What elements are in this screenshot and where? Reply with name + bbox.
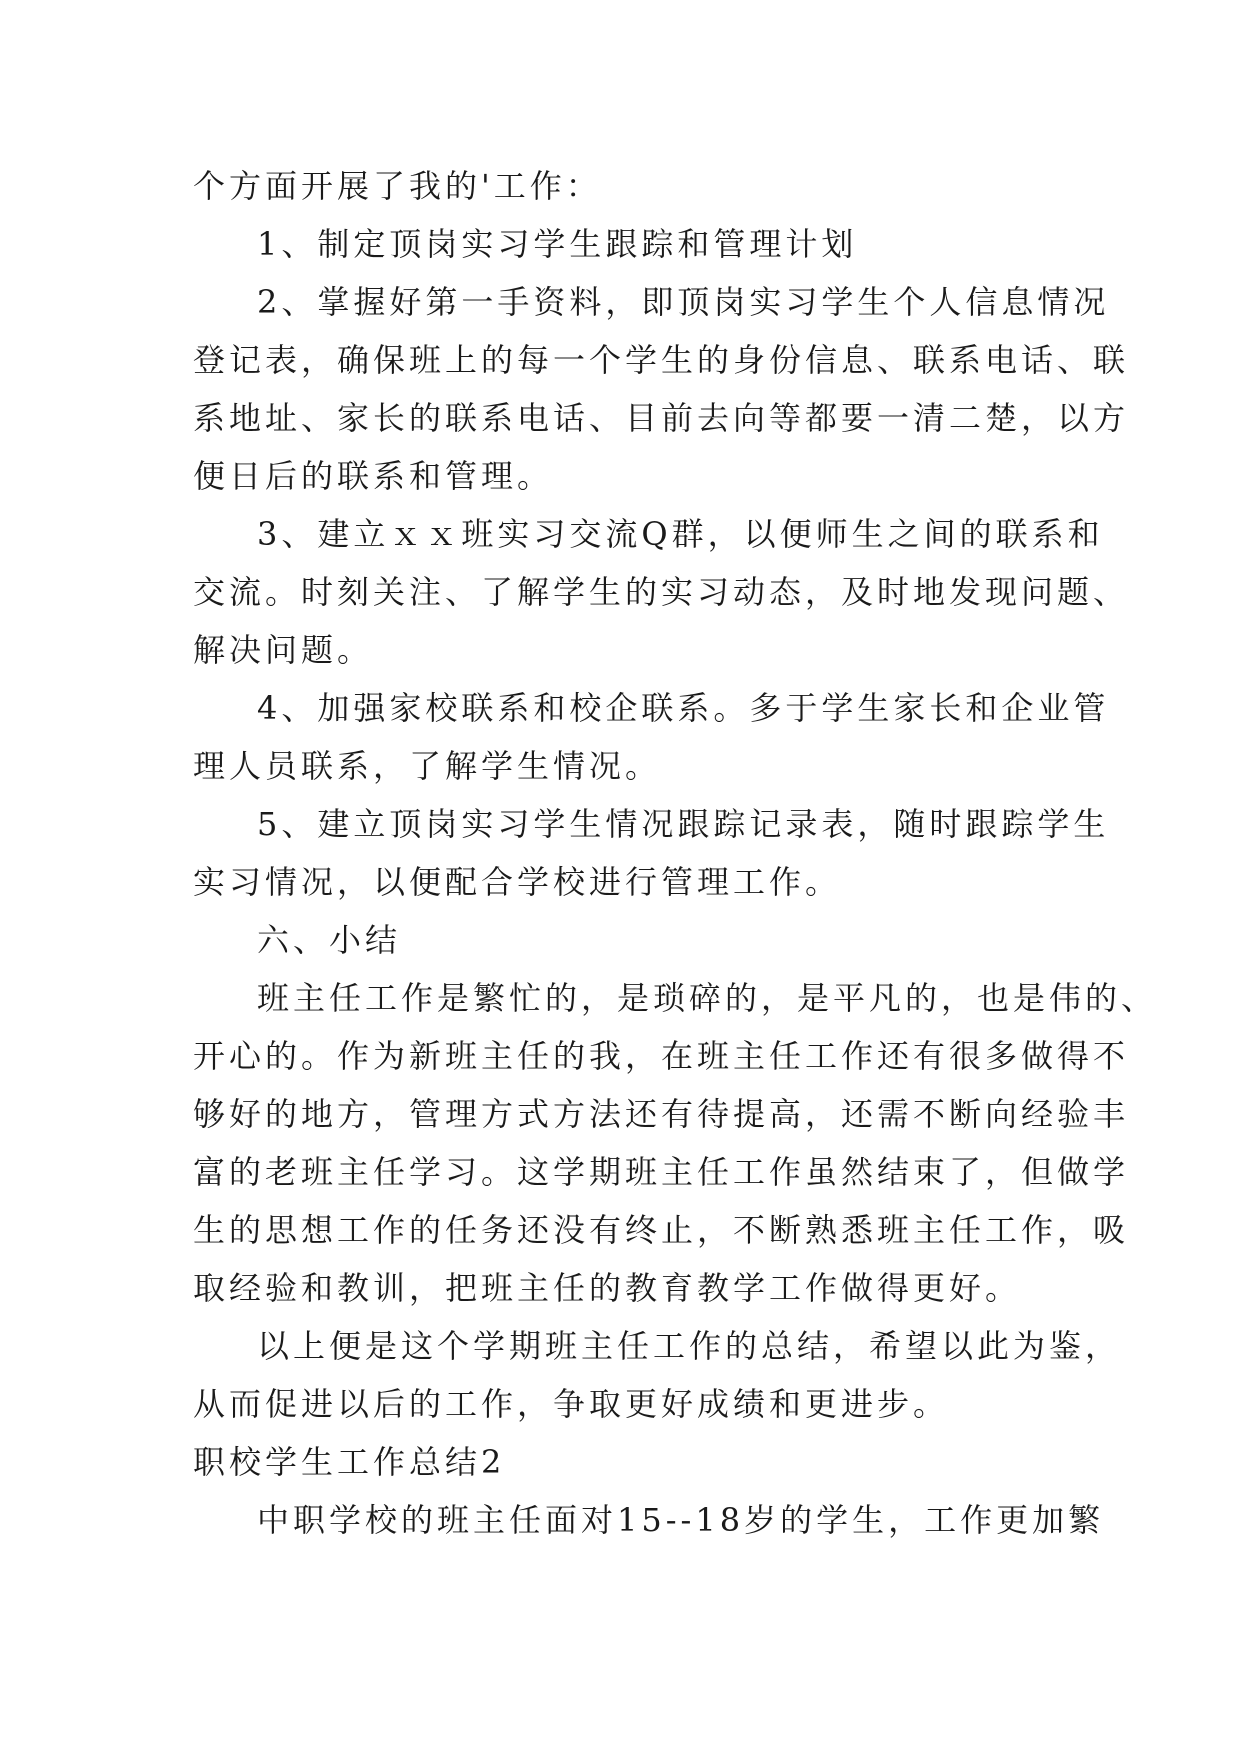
text-line: 5、建立顶岗实习学生情况跟踪记录表，随时跟踪学生 <box>257 805 1110 843</box>
text-line: 富的老班主任学习。这学期班主任工作虽然结束了，但做学 <box>193 1153 1130 1191</box>
text-line: 便日后的联系和管理。 <box>193 457 554 495</box>
text-line: 解决问题。 <box>193 631 374 669</box>
text-line: 实习情况，以便配合学校进行管理工作。 <box>193 863 842 901</box>
text-line: 3、建立ｘｘ班实习交流Q群，以便师生之间的联系和 <box>257 515 1104 553</box>
text-line: 班主任工作是繁忙的，是琐碎的，是平凡的，也是伟的、 <box>257 979 1158 1017</box>
text-line: 交流。时刻关注、了解学生的实习动态，及时地发现问题、 <box>193 573 1130 611</box>
text-line: 取经验和教训，把班主任的教育教学工作做得更好。 <box>193 1269 1022 1307</box>
text-line: 4、加强家校联系和校企联系。多于学生家长和企业管 <box>257 689 1110 727</box>
text-line: 中职学校的班主任面对15--18岁的学生，工作更加繁 <box>257 1501 1105 1539</box>
text-line: 2、掌握好第一手资料，即顶岗实习学生个人信息情况 <box>257 283 1110 321</box>
text-line: 登记表，确保班上的每一个学生的身份信息、联系电话、联 <box>193 341 1130 379</box>
document-heading: 职校学生工作总结2 <box>193 1443 506 1481</box>
text-line: 开心的。作为新班主任的我，在班主任工作还有很多做得不 <box>193 1037 1130 1075</box>
text-line: 生的思想工作的任务还没有终止，不断熟悉班主任工作，吸 <box>193 1211 1130 1249</box>
text-line: 从而促进以后的工作，争取更好成绩和更进步。 <box>193 1385 950 1423</box>
text-line: 以上便是这个学期班主任工作的总结，希望以此为鉴， <box>257 1327 1122 1365</box>
text-line: 个方面开展了我的'工作： <box>193 167 602 205</box>
text-line: 1、制定顶岗实习学生跟踪和管理计划 <box>257 225 858 263</box>
section-heading: 六、小结 <box>257 921 402 959</box>
text-line: 理人员联系，了解学生情况。 <box>193 747 662 785</box>
text-line: 系地址、家长的联系电话、目前去向等都要一清二楚，以方 <box>193 399 1130 437</box>
text-line: 够好的地方，管理方式方法还有待提高，还需不断向经验丰 <box>193 1095 1130 1133</box>
